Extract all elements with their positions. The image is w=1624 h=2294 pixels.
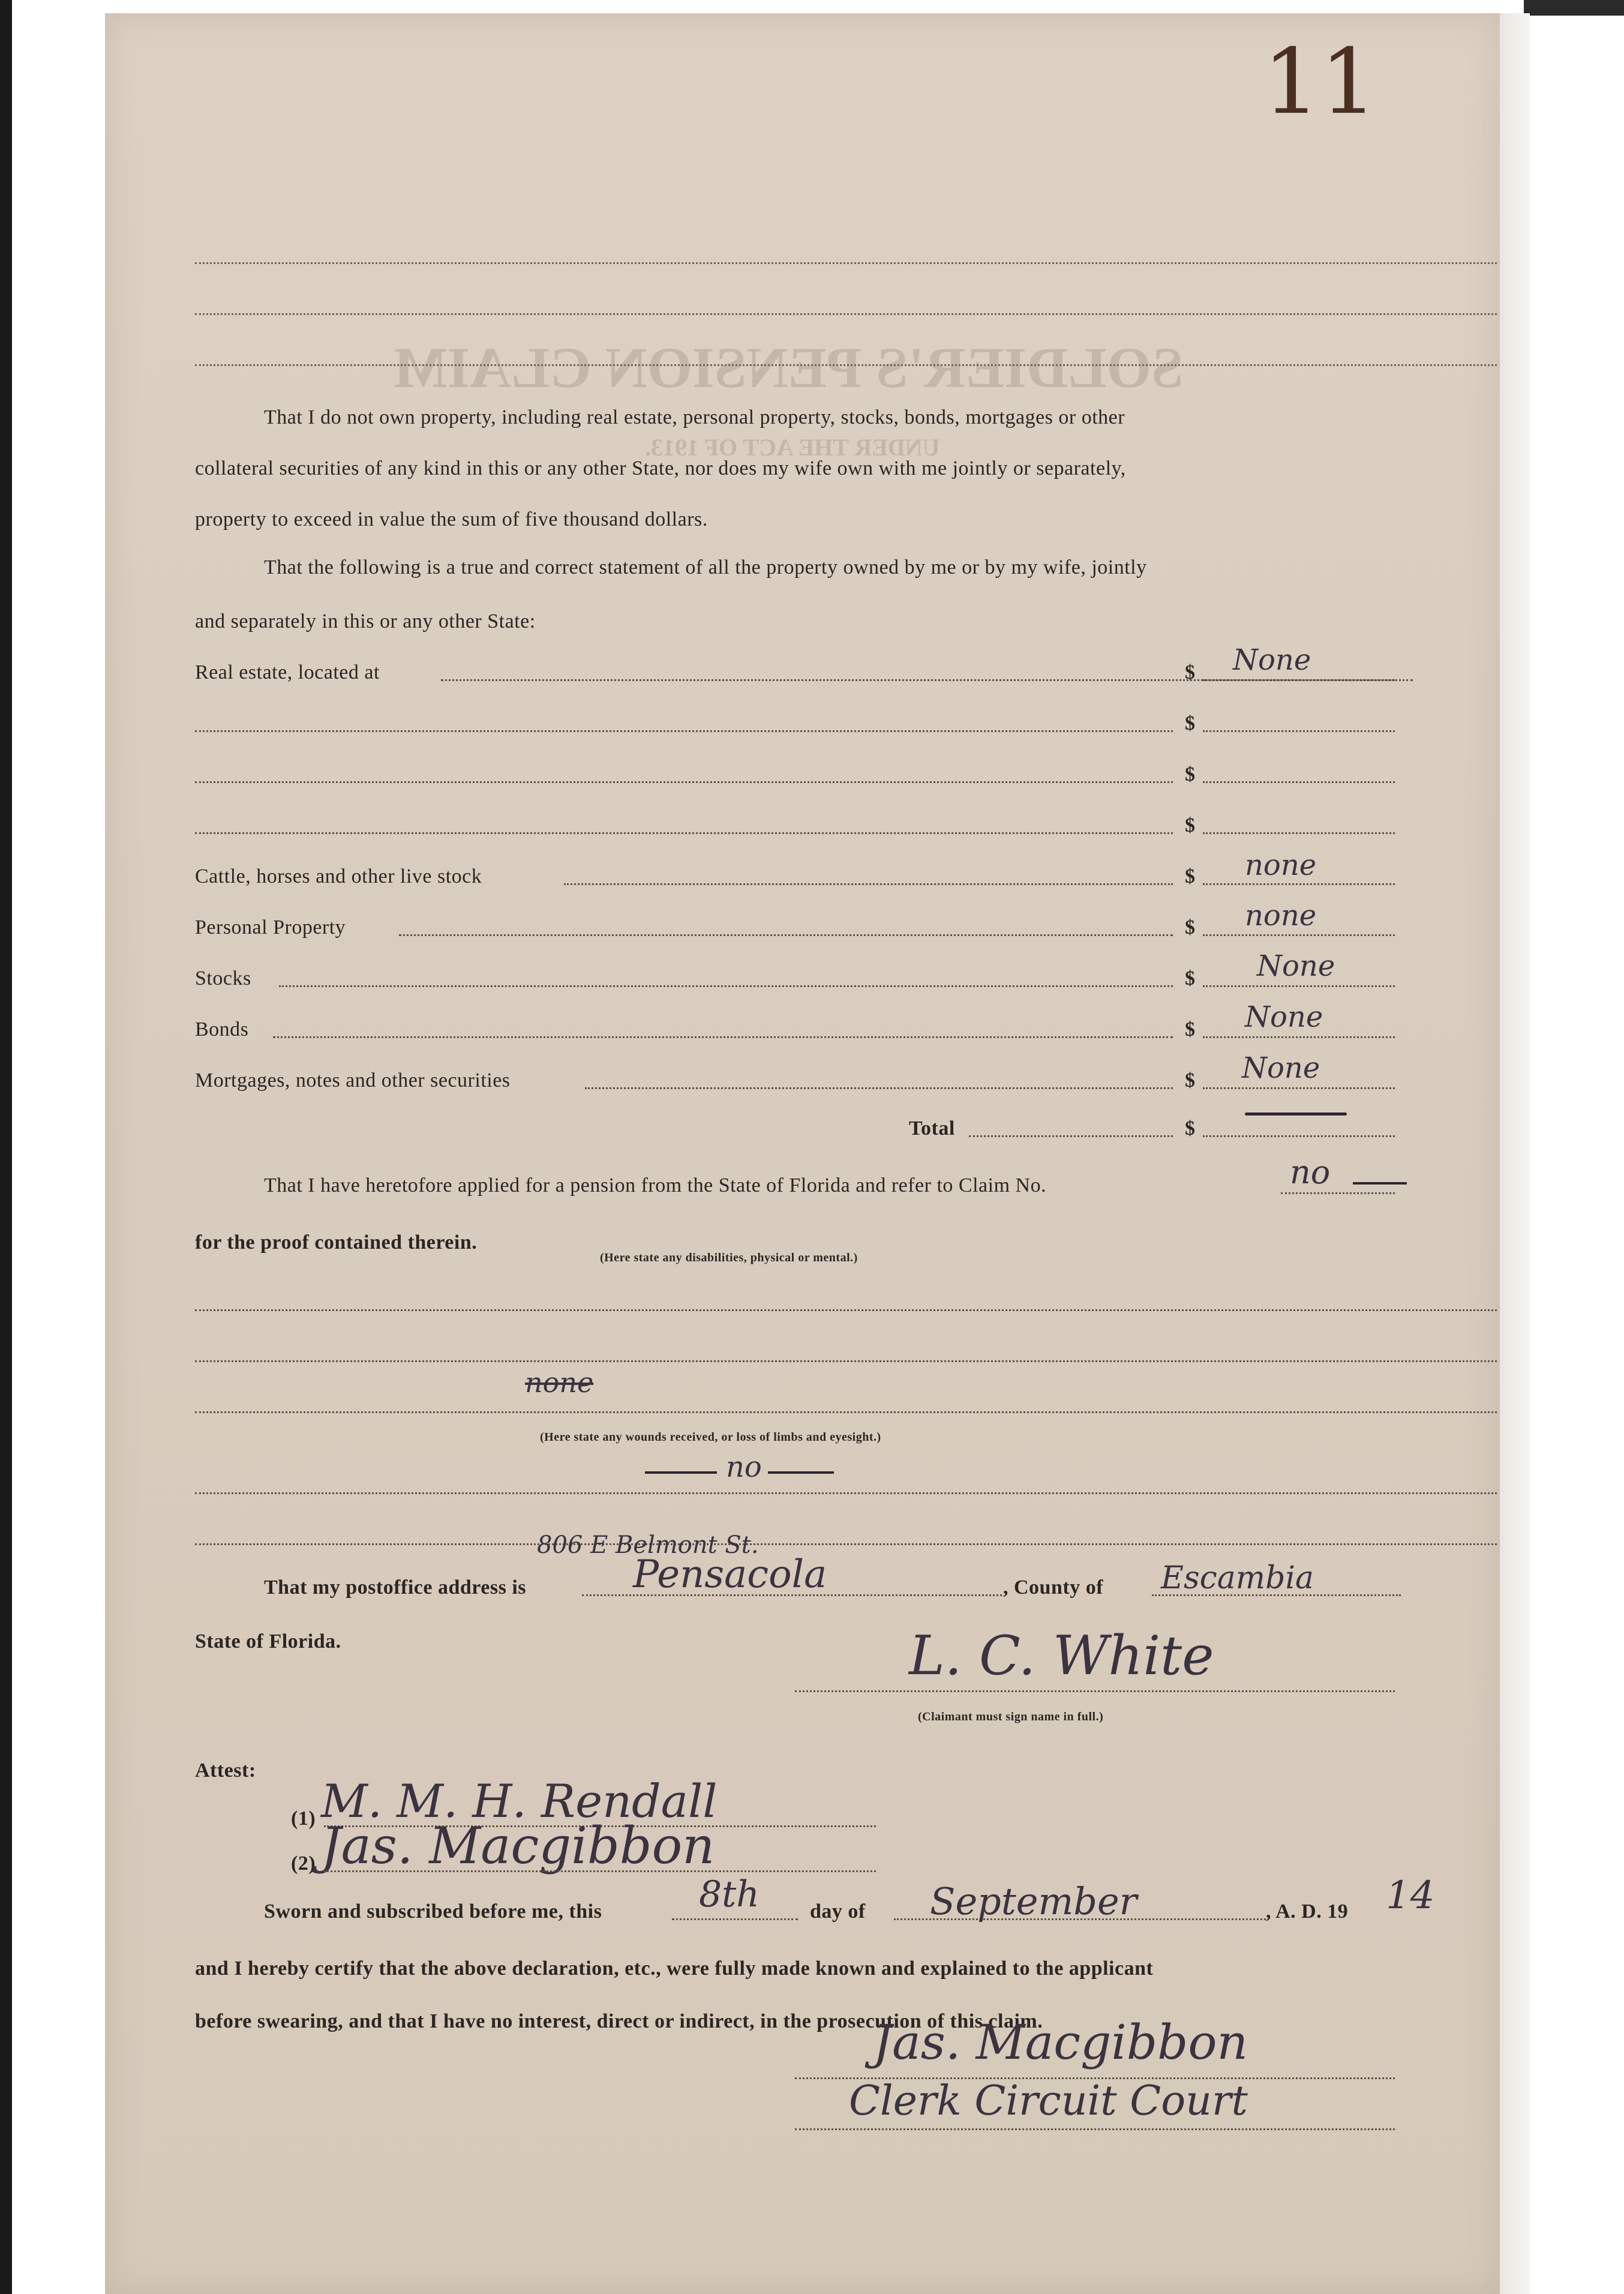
witness-2-num: (2) <box>291 1852 316 1875</box>
value-line <box>1203 934 1395 936</box>
officer-title: Clerk Circuit Court <box>849 2077 1248 2125</box>
total-line <box>969 1135 1173 1137</box>
officer-signature[interactable]: Jas. Macgibbon <box>873 2014 1248 2070</box>
dollar-sign: $ <box>1185 661 1195 683</box>
total-dash <box>1245 1112 1347 1115</box>
certify-line2: before swearing, and that I have no interest, direct or indirect, in the prosecution of this claim. <box>195 2010 1043 2032</box>
sworn-month-value[interactable]: September <box>930 1879 1137 1923</box>
wounds-note: (Here state any wounds received, or loss of limbs and eyesight.) <box>540 1431 881 1444</box>
dollar-sign: $ <box>1185 865 1195 887</box>
disabilities-value[interactable]: none <box>525 1366 594 1399</box>
wounds-value[interactable]: no <box>726 1450 762 1484</box>
prior-claim-line2: for the proof contained therein. <box>195 1231 478 1254</box>
mortgages-line <box>585 1087 1173 1089</box>
stocks-value[interactable]: None <box>1257 949 1335 983</box>
personal-property-label: Personal Property <box>195 916 346 938</box>
wounds-dash-left <box>645 1471 717 1474</box>
bonds-label: Bonds <box>195 1018 249 1040</box>
county-value[interactable]: Escambia <box>1161 1560 1314 1596</box>
mortgages-label: Mortgages, notes and other securities <box>195 1069 511 1091</box>
livestock-value[interactable]: none <box>1245 848 1317 882</box>
mortgages-value[interactable]: None <box>1242 1051 1320 1085</box>
disabilities-line <box>195 1411 1497 1413</box>
disabilities-note: (Here state any disabilities, physical or mental.) <box>600 1251 858 1264</box>
bonds-value[interactable]: None <box>1245 1000 1323 1034</box>
blank-line <box>195 262 1497 264</box>
dollar-sign: $ <box>1185 916 1195 938</box>
personal-property-line <box>399 934 1173 936</box>
real-estate-label: Real estate, located at <box>195 661 380 683</box>
city-value[interactable]: Pensacola <box>633 1552 827 1597</box>
total-label: Total <box>909 1117 955 1139</box>
real-estate-line-3 <box>195 781 1173 783</box>
blank-line <box>195 313 1497 315</box>
dollar-sign: $ <box>1185 967 1195 989</box>
wounds-dash-right <box>768 1471 834 1474</box>
sworn-day-value[interactable]: 8th <box>699 1873 760 1915</box>
wounds-line <box>195 1543 1497 1545</box>
value-line <box>1203 832 1395 834</box>
para1-line3: property to exceed in value the sum of five thousand dollars. <box>195 508 708 530</box>
blank-line <box>195 364 1497 366</box>
claimant-signature[interactable]: L. C. White <box>909 1624 1214 1687</box>
real-estate-line-2 <box>195 730 1173 732</box>
paper-edge <box>1500 13 1530 2294</box>
para2-line1: That the following is a true and correct statement of all the property owned by me or by my wife, jointly <box>264 556 1147 578</box>
sworn-prefix: Sworn and subscribed before me, this <box>264 1900 602 1923</box>
ghost-title: SOLDIER'S PENSION CLAIM <box>393 335 1184 400</box>
livestock-label: Cattle, horses and other live stock <box>195 865 482 887</box>
attest-label: Attest: <box>195 1759 256 1782</box>
sworn-day-of: day of <box>810 1900 866 1923</box>
dollar-sign: $ <box>1185 1018 1195 1040</box>
witness-1-num: (1) <box>291 1807 316 1830</box>
dollar-sign: $ <box>1185 1069 1195 1091</box>
claim-no-value[interactable]: no <box>1290 1153 1331 1191</box>
disabilities-line <box>195 1360 1497 1362</box>
dollar-sign: $ <box>1185 712 1195 734</box>
witness-1-signature[interactable]: M. M. H. Rendall <box>321 1774 718 1828</box>
officer-title-line <box>795 2128 1395 2130</box>
dollar-sign: $ <box>1185 763 1195 785</box>
value-line <box>1203 1087 1395 1089</box>
disabilities-line <box>195 1309 1497 1311</box>
address-label: That my postoffice address is <box>264 1576 526 1599</box>
stocks-label: Stocks <box>195 967 251 989</box>
wounds-line <box>195 1492 1497 1494</box>
witness-2-line <box>324 1870 876 1872</box>
para1-line2: collateral securities of any kind in this or any other State, nor does my wife own with me jointly or separately, <box>195 457 1126 479</box>
personal-property-value[interactable]: none <box>1245 899 1317 932</box>
document-page <box>105 13 1500 2294</box>
para2-line2: and separately in this or any other State: <box>195 610 536 632</box>
value-line <box>1203 985 1395 987</box>
certify-line1: and I hereby certify that the above declaration, etc., were fully made known and explained to the applicant <box>195 1957 1154 1980</box>
ghost-subtitle: UNDER THE ACT OF 1913. <box>645 434 940 461</box>
corner-mark: 11 <box>1263 30 1377 134</box>
value-line <box>1203 730 1395 732</box>
state-label: State of Florida. <box>195 1630 341 1653</box>
sworn-year-value[interactable]: 14 <box>1386 1873 1435 1918</box>
dollar-sign: $ <box>1185 814 1195 836</box>
scanner-border-left <box>0 0 12 2294</box>
claim-no-dash <box>1353 1182 1407 1185</box>
para1-line1: That I do not own property, including real estate, personal property, stocks, bonds, mortgages or other <box>264 406 1125 428</box>
sworn-day-line <box>672 1918 798 1920</box>
real-estate-line-4 <box>195 832 1173 834</box>
value-line <box>1203 679 1395 681</box>
livestock-line <box>564 883 1173 885</box>
county-label: , County of <box>1003 1576 1104 1599</box>
stocks-line <box>279 985 1173 987</box>
claim-no-line <box>1281 1192 1395 1194</box>
value-line <box>1203 1036 1395 1038</box>
sworn-ad: , A. D. 19 <box>1266 1900 1349 1923</box>
witness-2-signature[interactable]: Jas. Macgibbon <box>321 1816 715 1875</box>
dollar-sign: $ <box>1185 1117 1195 1139</box>
value-line <box>1203 781 1395 783</box>
value-line <box>1203 883 1395 885</box>
real-estate-value[interactable]: None <box>1233 643 1311 677</box>
bonds-line <box>273 1036 1173 1038</box>
claimant-note: (Claimant must sign name in full.) <box>918 1710 1104 1723</box>
scanner-border-top <box>1524 0 1624 16</box>
claimant-signature-line <box>795 1690 1395 1692</box>
prior-claim-line1: That I have heretofore applied for a pension from the State of Florida and refer to Claim No. <box>264 1174 1047 1197</box>
value-line <box>1203 1135 1395 1137</box>
street-value[interactable]: 806 E Belmont St. <box>537 1531 759 1559</box>
